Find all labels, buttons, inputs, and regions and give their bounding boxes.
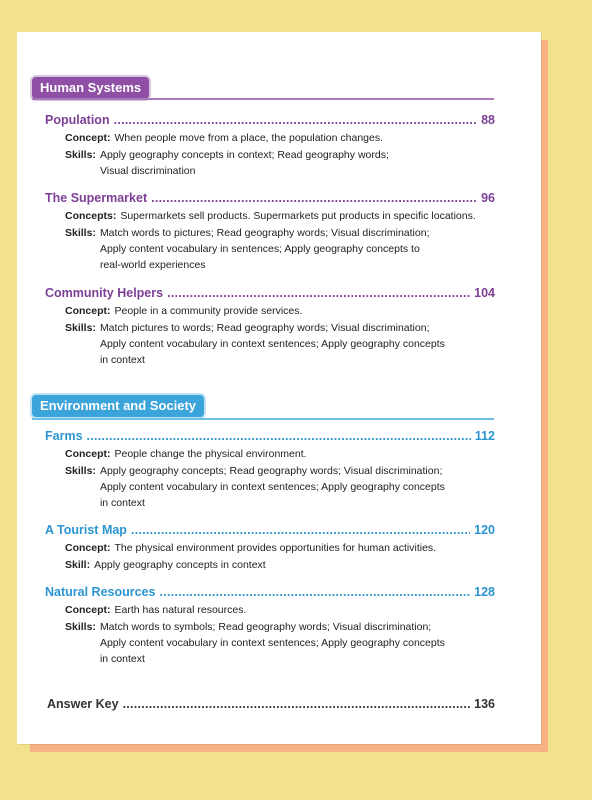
skills-line: Apply content vocabulary in context sentences; Apply geography concepts: [99, 481, 445, 493]
entry-skills: [65, 557, 495, 573]
skills-line: Match words to symbols; Read geography words; Visual discrimination;: [99, 621, 432, 633]
concept-label: Concept:: [65, 542, 111, 554]
skills-line: in context: [99, 497, 145, 509]
dot-leader: [114, 113, 478, 127]
entry-page-number: 112: [474, 429, 495, 443]
concept-text: People change the physical environment.: [114, 448, 307, 460]
toc-entry-natural-resources: [45, 585, 495, 667]
concept-label: Concepts:: [65, 210, 117, 222]
concept-text: When people move from a place, the population changes.: [114, 132, 384, 144]
entry-page-number: 88: [481, 113, 495, 127]
entry-title: A Tourist Map: [45, 523, 127, 537]
toc-entry-the-supermarket: [45, 191, 495, 273]
skills-label: Skills:: [65, 227, 96, 239]
skills-line: in context: [99, 653, 145, 665]
toc-entry-farms: [45, 429, 495, 511]
skills-line: Apply geography concepts in context; Read geography words;: [99, 149, 389, 161]
toc-entry-a-tourist-map: [45, 523, 495, 573]
skills-label: Skills:: [65, 465, 96, 477]
section-divider: [32, 418, 494, 420]
skills-line: real-world experiences: [99, 259, 206, 271]
skills-line: Apply geography concepts in context: [94, 559, 266, 571]
dot-leader: [159, 585, 470, 599]
entry-title: Answer Key: [47, 697, 119, 711]
skills-label: Skills:: [65, 322, 96, 334]
toc-entry-population: [45, 113, 495, 179]
skills-label: Skills:: [65, 621, 96, 633]
entry-title: Farms: [45, 429, 83, 443]
entry-concept: [65, 303, 495, 319]
toc-entry-answer-key: [47, 697, 495, 711]
dot-leader: [167, 286, 470, 300]
skills-line: Apply content vocabulary in sentences; Apply geography concepts to: [99, 243, 420, 255]
entry-concept: [65, 208, 495, 224]
concept-text: Supermarkets sell products. Supermarkets put products in specific locations.: [120, 210, 476, 222]
dot-leader: [123, 697, 471, 711]
concept-label: Concept:: [65, 132, 111, 144]
entry-skills: [65, 320, 495, 368]
concept-text: People in a community provide services.: [114, 305, 303, 317]
entry-skills: [65, 463, 495, 511]
entry-page-number: 128: [474, 585, 495, 599]
skills-line: Visual discrimination: [99, 165, 196, 177]
concept-label: Concept:: [65, 448, 111, 460]
entry-title: Community Helpers: [45, 286, 164, 300]
entry-skills: [65, 225, 495, 273]
skills-line: Apply content vocabulary in context sentences; Apply geography concepts: [99, 338, 445, 350]
entry-page-number: 136: [474, 697, 495, 711]
entry-concept: [65, 540, 495, 556]
skills-line: Apply geography concepts; Read geography words; Visual discrimination;: [99, 465, 443, 477]
entry-title: Population: [45, 113, 110, 127]
section-divider: [32, 98, 494, 100]
concept-text: The physical environment provides opportunities for human activities.: [114, 542, 437, 554]
section-header-environment-and-society: Environment and Society: [32, 395, 204, 417]
dot-leader: [151, 191, 477, 205]
skills-line: Match pictures to words; Read geography words; Visual discrimination;: [99, 322, 430, 334]
concept-label: Concept:: [65, 604, 111, 616]
dot-leader: [87, 429, 471, 443]
skills-line: in context: [99, 354, 145, 366]
entry-page-number: 96: [481, 191, 495, 205]
entry-title: Natural Resources: [45, 585, 156, 599]
entry-concept: [65, 602, 495, 618]
section-header-human-systems: Human Systems: [32, 77, 149, 99]
entry-title: The Supermarket: [45, 191, 148, 205]
entry-skills: [65, 619, 495, 667]
skills-line: Match words to pictures; Read geography words; Visual discrimination;: [99, 227, 430, 239]
dot-leader: [131, 523, 470, 537]
entry-page-number: 104: [474, 286, 495, 300]
entry-concept: [65, 130, 495, 146]
entry-skills: [65, 147, 495, 179]
entry-page-number: 120: [474, 523, 495, 537]
skills-label: Skills:: [65, 149, 96, 161]
skills-line: Apply content vocabulary in context sentences; Apply geography concepts: [99, 637, 445, 649]
entry-concept: [65, 446, 495, 462]
concept-label: Concept:: [65, 305, 111, 317]
concept-text: Earth has natural resources.: [114, 604, 247, 616]
toc-entry-community-helpers: [45, 286, 495, 368]
skills-label: Skill:: [65, 559, 91, 571]
